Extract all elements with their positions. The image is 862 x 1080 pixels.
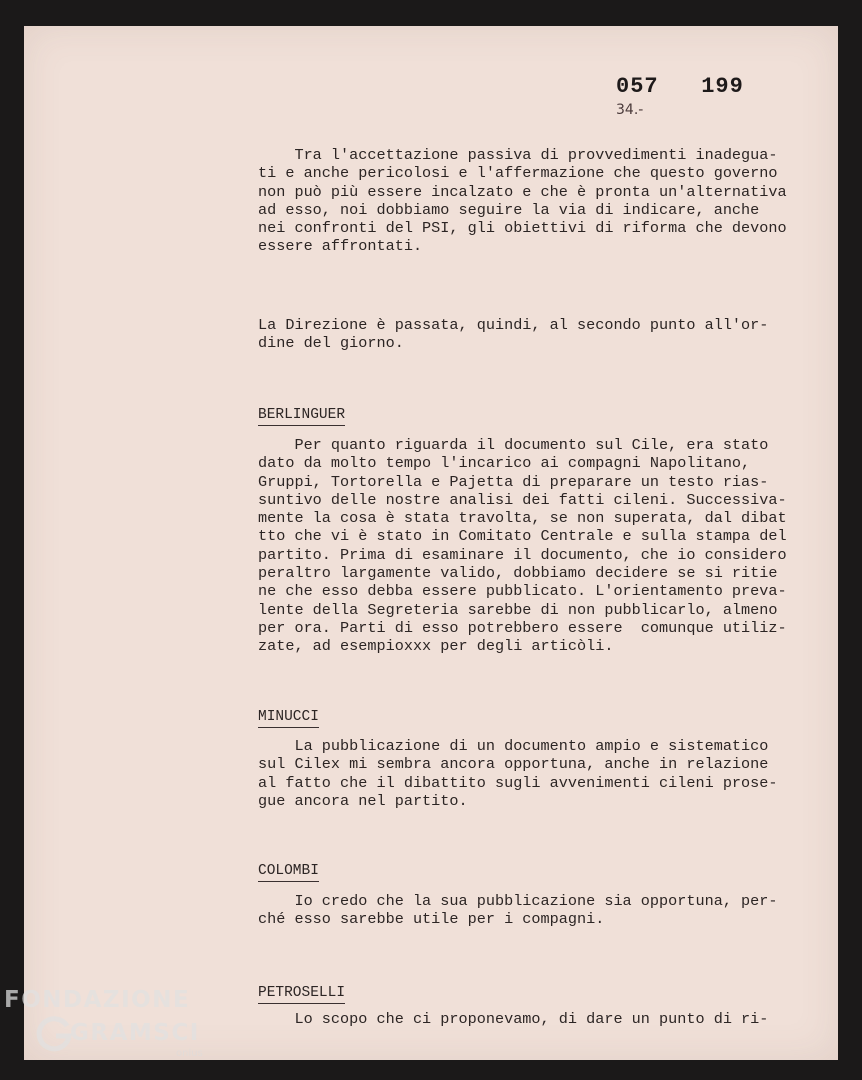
speaker-petroselli: PETROSELLI (258, 984, 345, 1004)
paragraph-intro: Tra l'accettazione passiva di provvedimenti inadegua- ti e anche pericolosi e l'affermazione che questo governo non può più essere incalzato e che è pronta un'alternativa ad esso, noi dobbiamo seguire la via di indicare, anche nei confronti del PSI, gli obiettivi di riforma che devono essere affrontati. (258, 146, 787, 256)
speaker-minucci: MINUCCI (258, 708, 319, 728)
watermark-line1: FONDAZIONE (4, 987, 191, 1013)
watermark-line2: GRAMSCI (70, 1020, 200, 1046)
speaker-colombi: COLOMBI (258, 862, 319, 882)
page-number: 34.- (616, 102, 644, 118)
watermark-suffix: onlus (176, 1048, 203, 1059)
paragraph-minucci: La pubblicazione di un documento ampio e sistematico sul Cilex mi sembra ancora opportuna, anche in relazione al fatto che il dibattito sugli avvenimenti cileni prose- gue ancora nel partito. (258, 737, 778, 810)
paragraph-colombi: Io credo che la sua pubblicazione sia opportuna, per- ché esso sarebbe utile per i compagni. (258, 892, 778, 929)
paragraph-petroselli: Lo scopo che ci proponevamo, di dare un punto di ri- (258, 1010, 769, 1028)
paragraph-direzione: La Direzione è passata, quindi, al secondo punto all'or- dine del giorno. (258, 316, 769, 353)
paragraph-berlinguer: Per quanto riguarda il documento sul Cile, era stato dato da molto tempo l'incarico ai compagni Napolitano, Gruppi, Tortorella e Pajetta di preparare un testo rias- suntivo delle nostre analisi dei fatti cileni. Successiva- mente la cosa è stata travolta, se non superata, dal dibat tto che vi è stato in Comitato Centrale e sulla stampa del partito. Prima di esaminare il documento, che io considero peraltro largamente valido, dobbiamo decidere se si ritie ne che esso debba essere pubblicato. L'orientamento preva- lente della Segreteria sarebbe di non pubblicarlo, almeno per ora. Parti di esso potrebbero essere comunque utiliz- zate, ad esempioxxx per degli articòli. (258, 436, 787, 656)
archive-number: 057 199 (616, 74, 744, 99)
speaker-berlinguer: BERLINGUER (258, 406, 345, 426)
document-page (24, 26, 838, 1060)
